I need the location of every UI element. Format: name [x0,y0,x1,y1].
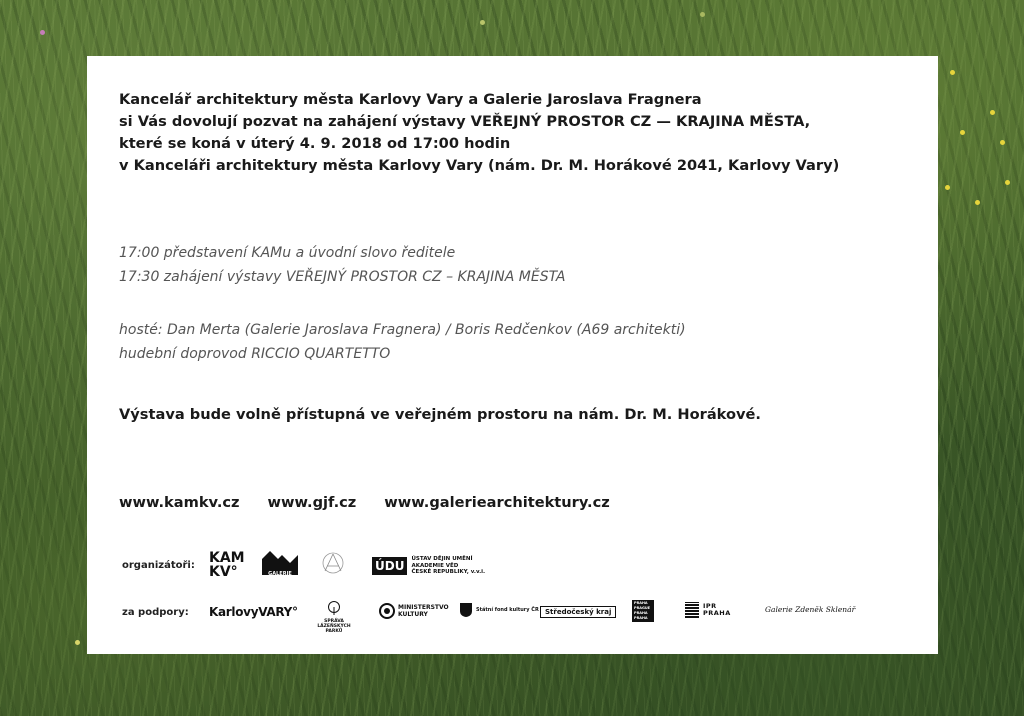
flower-decoration [960,130,965,135]
triangle-logo [320,552,346,580]
galerie-logo-text: GALERIE [268,571,292,577]
flower-decoration [40,30,45,35]
flower-decoration [950,70,955,75]
fond-kultury-logo [459,602,539,618]
flower-decoration [975,200,980,205]
udu-text-line: ČESKÉ REPUBLIKY, v.v.i. [411,569,486,575]
ministerstvo-text-line: KULTURY [398,611,428,618]
ipr-mark-icon [685,602,699,618]
flower-decoration [1000,140,1005,145]
flower-decoration [700,12,705,17]
udu-text-line: AKADEMIE VĚD [411,562,459,569]
udu-text-line: ÚSTAV DĚJIN UMĚNÍ [411,556,473,562]
intro-line: v Kanceláři architektury města Karlovy Vary (nám. Dr. M. Horákové 2041, Karlovy Vary) [119,157,840,174]
link-galeriearchitektury[interactable]: www.galeriearchitektury.cz [384,494,610,511]
flower-decoration [1005,180,1010,185]
flower-decoration [75,640,80,645]
kam-logo-text: KAM [209,550,245,566]
kam-logo [209,551,245,579]
ministry-c-icon [379,603,395,619]
circle-triangle-icon [320,552,346,576]
ministerstvo-text-line: MINISTERSTVO [398,604,449,611]
karlovy-vary-logo: KarlovyVARY° [209,605,298,619]
link-gjf[interactable]: www.gjf.cz [267,494,357,511]
supporters-label: za podpory: [122,607,189,618]
invitation-intro [119,89,919,177]
website-links [119,494,610,511]
kam-logo-text: KV° [209,564,238,580]
udu-logo [372,556,485,576]
program-item: 17:00 představení KAMu a úvodní slovo ředitele [119,245,456,261]
udu-mark: ÚDU [372,557,407,575]
sprava-text: SPRÁVA LÁZEŇSKÝCH PARKŮ [317,619,351,634]
ministerstvo-logo [379,603,449,619]
access-note: Výstava bude volně přístupná ve veřejném prostoru na nám. Dr. M. Horákové. [119,406,761,423]
intro-line: si Vás dovolují pozvat na zahájení výstavy VEŘEJNÝ PROSTOR CZ — KRAJINA MĚSTA, [119,113,811,130]
intro-line: Kancelář architektury města Karlovy Vary a Galerie Jaroslava Fragnera [119,91,702,108]
flower-decoration [945,185,950,190]
sprava-parku-logo [317,600,351,634]
intro-line: které se koná v úterý 4. 9. 2018 od 17:00 hodin [119,135,511,152]
lion-crest-icon [459,602,473,618]
music-line: hudební doprovod RICCIO QUARTETTO [119,346,391,362]
program-item: 17:30 zahájení výstavy VEŘEJNÝ PROSTOR CZ – KRAJINA MĚSTA [119,269,566,285]
tree-icon [326,601,342,615]
praha-logo: PRAHA PRAGUE PRAHA PRAHA [632,600,654,622]
guests-info [119,318,899,366]
stredocesky-kraj-logo: Středočeský kraj [540,606,616,618]
organizers-label: organizátoři: [122,560,195,571]
flower-decoration [480,20,485,25]
galerie-zdenek-sklenar-logo: Galerie Zdeněk Sklenář [765,605,856,614]
flower-decoration [990,110,995,115]
fond-text: Státní fond kultury ČR [476,607,539,613]
ministerstvo-text [398,604,449,618]
ipr-text: IPR PRAHA [703,602,731,617]
program-schedule [119,241,899,289]
guests-line: hosté: Dan Merta (Galerie Jaroslava Fragnera) / Boris Redčenkov (A69 architekti) [119,322,686,338]
invitation-card [87,56,938,654]
udu-text [411,556,485,576]
galerie-logo [262,551,298,581]
link-kamkv[interactable]: www.kamkv.cz [119,494,240,511]
ipr-praha-logo [685,602,735,618]
